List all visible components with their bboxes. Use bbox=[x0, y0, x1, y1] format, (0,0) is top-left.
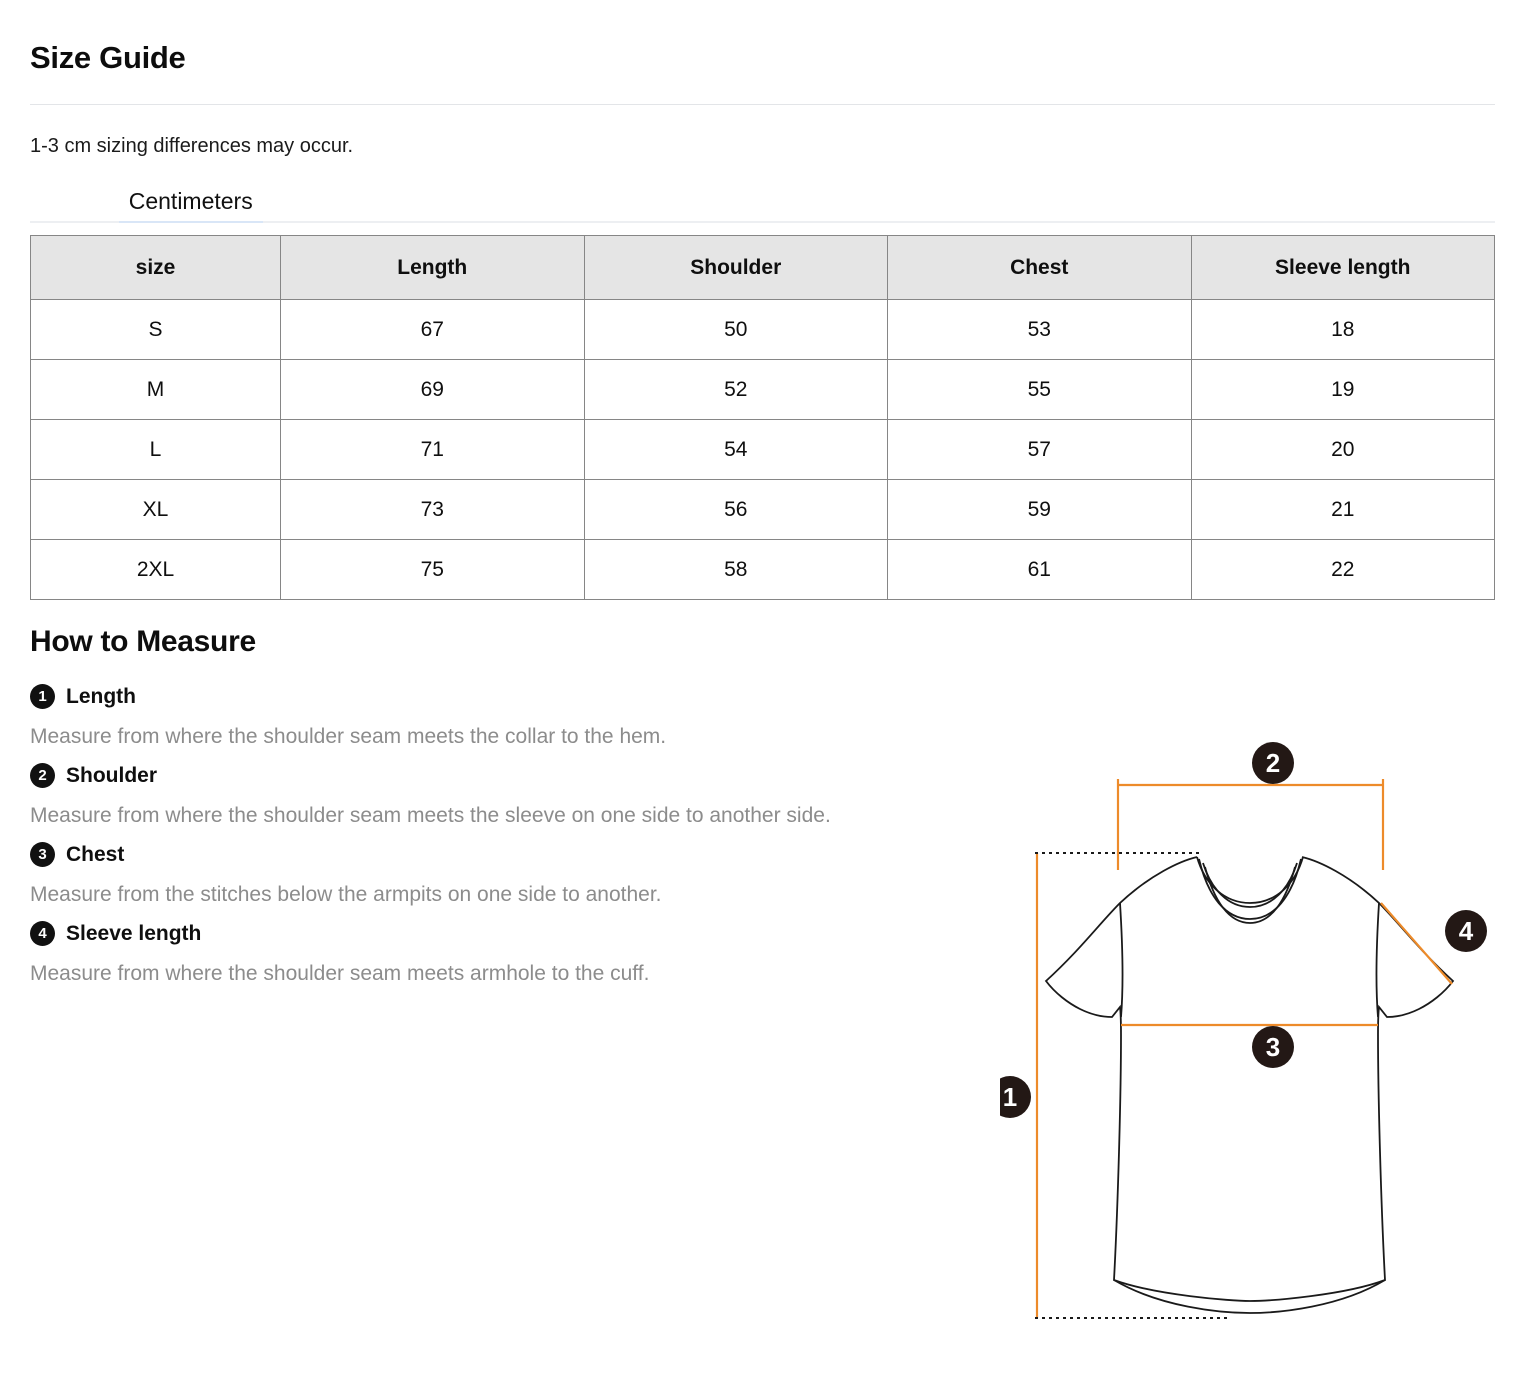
cell-length: 69 bbox=[281, 360, 585, 420]
cell-shoulder: 52 bbox=[584, 360, 888, 420]
measure-item-shoulder-label: Shoulder bbox=[66, 763, 158, 787]
col-header-length: Length bbox=[281, 236, 585, 300]
diagram-badge-3-label: 3 bbox=[1265, 1032, 1281, 1062]
cell-size: S bbox=[31, 300, 281, 360]
table-row bbox=[31, 420, 1495, 480]
cell-shoulder: 50 bbox=[584, 300, 888, 360]
sizing-note: 1-3 cm sizing differences may occur. bbox=[30, 135, 354, 157]
diagram-badge-4 bbox=[1445, 910, 1487, 952]
measure-item-length-description: Measure from where the shoulder seam meets the collar to the hem. bbox=[30, 725, 667, 748]
size-table-container bbox=[30, 235, 1495, 600]
cell-chest: 53 bbox=[888, 300, 1192, 360]
tshirt-measurement-diagram bbox=[1000, 735, 1500, 1355]
cell-chest: 55 bbox=[888, 360, 1192, 420]
sleeve-length-measure-line bbox=[1381, 903, 1452, 984]
cell-sleeve-length: 21 bbox=[1191, 480, 1495, 540]
table-row bbox=[31, 480, 1495, 540]
cell-size: XL bbox=[31, 480, 281, 540]
tab-centimeters[interactable]: Centimeters bbox=[111, 187, 271, 223]
table-header-row bbox=[31, 236, 1495, 300]
number-badge-1-icon: 1 bbox=[30, 684, 55, 709]
cell-sleeve-length: 20 bbox=[1191, 420, 1495, 480]
cell-size: L bbox=[31, 420, 281, 480]
cell-size: M bbox=[31, 360, 281, 420]
size-table bbox=[30, 235, 1495, 600]
col-header-size: size bbox=[31, 236, 281, 300]
page-title: Size Guide bbox=[30, 40, 186, 75]
how-to-measure-title: How to Measure bbox=[30, 625, 256, 658]
diagram-badge-2-label: 2 bbox=[1265, 748, 1281, 778]
number-badge-2-icon: 2 bbox=[30, 763, 55, 788]
measure-item-chest-head bbox=[30, 842, 960, 867]
measure-item-shoulder-head bbox=[30, 763, 960, 788]
cell-sleeve-length: 18 bbox=[1191, 300, 1495, 360]
table-row bbox=[31, 360, 1495, 420]
number-badge-4-icon: 4 bbox=[30, 921, 55, 946]
measure-item-shoulder-description: Measure from where the shoulder seam meets the sleeve on one side to another side. bbox=[30, 804, 831, 827]
size-table-head bbox=[31, 236, 1495, 300]
measure-item-chest-label: Chest bbox=[66, 842, 125, 866]
cell-chest: 57 bbox=[888, 420, 1192, 480]
diagram-badge-1-label: 1 bbox=[1002, 1082, 1018, 1112]
col-header-chest: Chest bbox=[888, 236, 1192, 300]
shoulder-measure-line bbox=[1118, 779, 1383, 870]
length-guide-dotted-lines bbox=[1035, 853, 1230, 1318]
tshirt-diagram-svg bbox=[1000, 735, 1500, 1355]
measure-item-sleeve-length-description: Measure from where the shoulder seam meets armhole to the cuff. bbox=[30, 962, 650, 985]
cell-sleeve-length: 19 bbox=[1191, 360, 1495, 420]
table-row bbox=[31, 540, 1495, 600]
cell-chest: 61 bbox=[888, 540, 1192, 600]
measure-item-length-label: Length bbox=[66, 684, 136, 708]
measure-item-sleeve-length-head bbox=[30, 921, 960, 946]
size-table-body bbox=[31, 300, 1495, 600]
cell-shoulder: 58 bbox=[584, 540, 888, 600]
cell-length: 73 bbox=[281, 480, 585, 540]
diagram-badge-2 bbox=[1252, 742, 1294, 784]
col-header-shoulder: Shoulder bbox=[584, 236, 888, 300]
cell-size: 2XL bbox=[31, 540, 281, 600]
measure-item-sleeve-length-label: Sleeve length bbox=[66, 921, 202, 945]
measure-item-length-head bbox=[30, 684, 960, 709]
cell-shoulder: 54 bbox=[584, 420, 888, 480]
measure-item-chest-description: Measure from the stitches below the armpits on one side to another. bbox=[30, 883, 662, 906]
cell-sleeve-length: 22 bbox=[1191, 540, 1495, 600]
cell-shoulder: 56 bbox=[584, 480, 888, 540]
col-header-sleeve-length: Sleeve length bbox=[1191, 236, 1495, 300]
cell-length: 71 bbox=[281, 420, 585, 480]
how-to-measure-list bbox=[0, 662, 960, 988]
cell-chest: 59 bbox=[888, 480, 1192, 540]
diagram-badge-1 bbox=[1000, 1076, 1031, 1118]
unit-tabbar bbox=[30, 177, 1495, 223]
diagram-badge-3 bbox=[1252, 1026, 1294, 1068]
table-row bbox=[31, 300, 1495, 360]
cell-length: 67 bbox=[281, 300, 585, 360]
number-badge-3-icon: 3 bbox=[30, 842, 55, 867]
diagram-badge-4-label: 4 bbox=[1458, 916, 1474, 946]
tshirt-outline bbox=[1046, 857, 1453, 1313]
unit-tablist bbox=[30, 177, 1495, 223]
cell-length: 75 bbox=[281, 540, 585, 600]
